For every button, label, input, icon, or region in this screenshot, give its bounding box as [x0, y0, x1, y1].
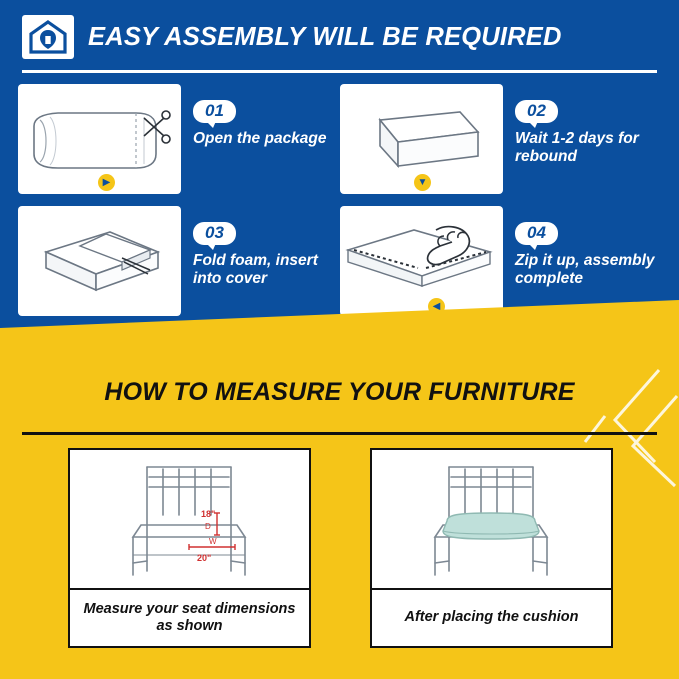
- step-label: Fold foam, insert into cover: [193, 251, 318, 287]
- step-label: Open the package: [193, 129, 327, 147]
- measure-cards: [68, 448, 613, 648]
- measure-card: [370, 448, 613, 648]
- hand-zipping-cushion-icon: [340, 206, 503, 316]
- step-label: Wait 1-2 days for rebound: [515, 129, 639, 165]
- step-number: 01: [193, 100, 236, 123]
- measure-card: [68, 448, 311, 648]
- arrow-right-icon: ▶: [98, 174, 115, 191]
- step-card: [18, 84, 336, 194]
- step-number: 03: [193, 222, 236, 245]
- measure-divider: [22, 432, 657, 435]
- step-card: [18, 206, 336, 316]
- header-divider: [22, 70, 657, 73]
- step-text: [181, 84, 336, 194]
- step-text: [503, 84, 658, 194]
- dimension-depth-sub: D: [204, 522, 211, 531]
- chair-with-cushion-icon: [372, 450, 611, 588]
- assembly-section: [0, 0, 679, 330]
- dimension-width-label: 20": [196, 553, 211, 563]
- dimension-width-sub: W: [208, 537, 217, 546]
- step-card: [340, 84, 658, 194]
- step-card: [340, 206, 658, 316]
- step-number: 02: [515, 100, 558, 123]
- measure-caption-wrap: [70, 588, 309, 646]
- page-title: EASY ASSEMBLY WILL BE REQUIRED: [88, 22, 562, 51]
- step-text: [503, 206, 658, 316]
- arrow-left-icon: ◀: [428, 298, 445, 315]
- chair-with-dimensions-icon: [70, 450, 309, 588]
- measure-caption: After placing the cushion: [404, 609, 579, 626]
- measure-caption-wrap: [372, 588, 611, 646]
- assembly-header: [22, 14, 657, 60]
- assembly-steps: [18, 84, 661, 316]
- house-badge-icon: [22, 15, 74, 59]
- dimension-depth-label: 18": [200, 509, 215, 519]
- measure-section-title: HOW TO MEASURE YOUR FURNITURE: [104, 378, 575, 406]
- step-number: 04: [515, 222, 558, 245]
- foam-insert-into-cover-icon: [18, 206, 181, 316]
- arrow-down-icon: ▼: [414, 174, 431, 191]
- step-label: Zip it up, assembly complete: [515, 251, 655, 287]
- step-text: [181, 206, 336, 316]
- measure-caption: Measure your seat dimensions as shown: [83, 600, 296, 634]
